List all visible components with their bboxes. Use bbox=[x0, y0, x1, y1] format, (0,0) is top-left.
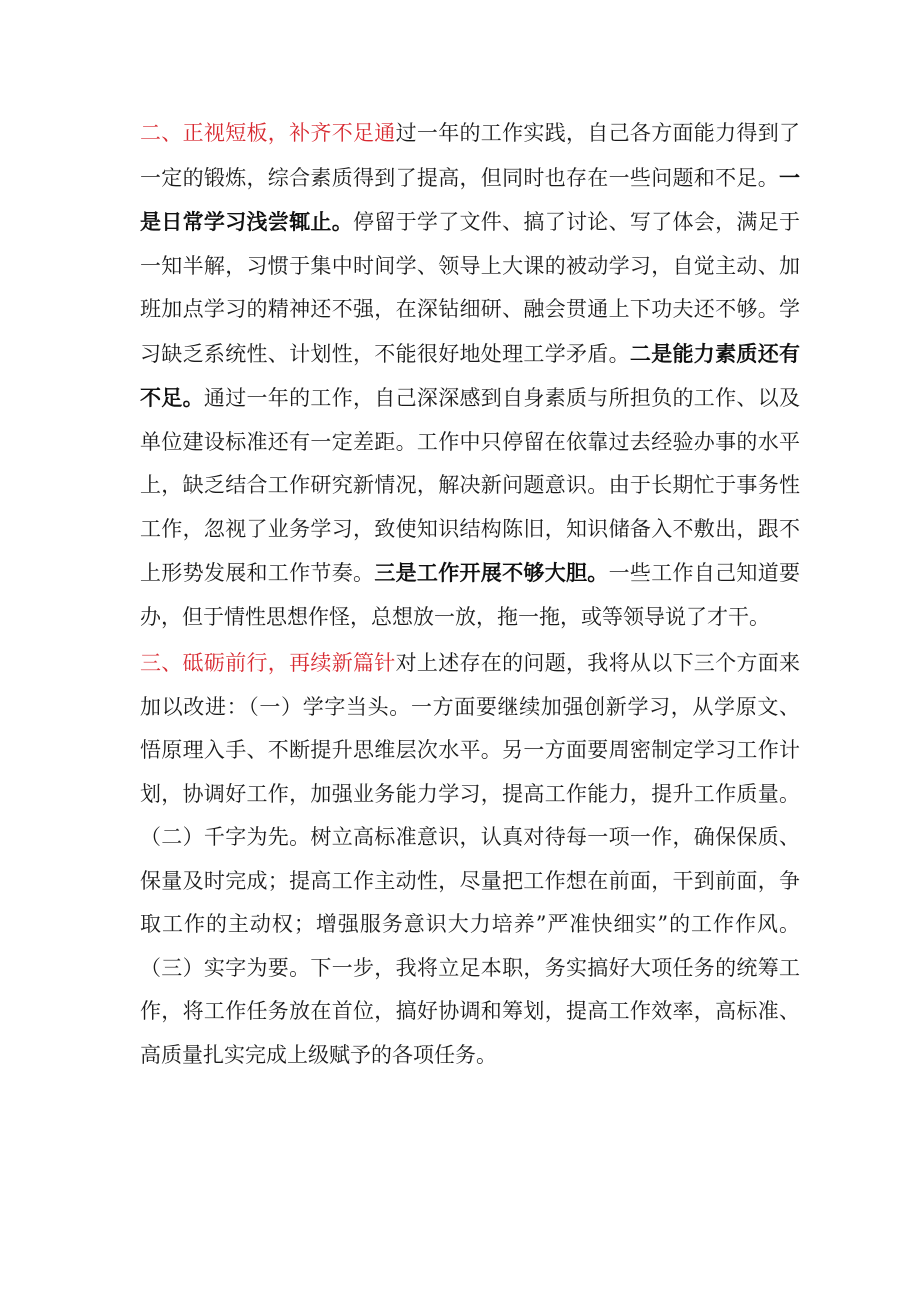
point-3-title: 三是工作开展不够大胆。 bbox=[374, 560, 609, 585]
section-2-intro: 过一年的工作实践，自己各方面能力得到了一定的锻炼，综合素质得到了提高，但同时也存在一些问题和不足。 bbox=[140, 121, 801, 190]
section-2-paragraph bbox=[140, 112, 800, 639]
item-2-text: 树立高标准意识，认真对待每一项一作，确保保质、保量及时完成；提高工作主动性，尽量把工作想在前面，干到前面，争取工作的主动权；增强服务意识大力培养”严准快细实”的工作作风。 bbox=[140, 825, 801, 936]
section-2-heading: 二、正视短板，补齐不足通 bbox=[140, 121, 396, 145]
point-1-title: 一是日常学习浅尝辄止。 bbox=[140, 164, 800, 234]
section-3-paragraph bbox=[140, 642, 800, 1077]
point-2-text: 通过一年的工作，自己深深感到自身素质与所担负的工作、以及单位建设标准还有一定差距。工作中只停留在依靠过去经验办事的水平上，缺乏结合工作研究新情况，解决新问题意识。由于长期忙于事务性工作，忽视了业务学习，致使知识结构陈旧，知识储备入不敷出，跟不上形势发展和工作节奏。 bbox=[140, 386, 801, 585]
section-3-intro: 对上述存在的问题，我将从以下三个方面来加以改进： bbox=[140, 651, 801, 719]
item-1-title: （一）学字当头。 bbox=[248, 694, 411, 719]
document-body bbox=[140, 112, 800, 1077]
item-2-title: （二）千字为先。 bbox=[140, 825, 311, 849]
point-1-text: 停留于学了文件、搞了讨论、写了体会，满足于一知半解，习惯于集中时间学、领导上大课的被动学习，自觉主动、加班加点学习的精神还不强，在深钻细研、融会贯通上下功夫还不够。学习缺乏系统性、计划性，不能很好地处理工学矛盾。 bbox=[140, 210, 800, 366]
point-2-title: 二是能力素质还有不足。 bbox=[140, 340, 801, 410]
item-3-text: 下一步，我将立足本职，务实搞好大项任务的统筹工作，将工作任务放在首位，搞好协调和筹划，提高工作效率，高标准、高质量扎实完成上级赋予的各项任务。 bbox=[140, 955, 801, 1067]
section-3-heading: 三、砥砺前行，再续新篇针 bbox=[140, 651, 396, 675]
point-3-text: 一些工作自己知道要办，但于情性思想作怪，总想放一放，拖一拖，或等领导说了才干。 bbox=[140, 561, 801, 629]
item-3-title: （三）实字为要。 bbox=[140, 955, 311, 980]
item-1-text: 一方面要继续加强创新学习，从学原文、悟原理入手、不断提升思维层次水平。另一方面要周密制定学习工作计划，协调好工作，加强业务能力学习，提高工作能力，提升工作质量。 bbox=[140, 694, 801, 806]
